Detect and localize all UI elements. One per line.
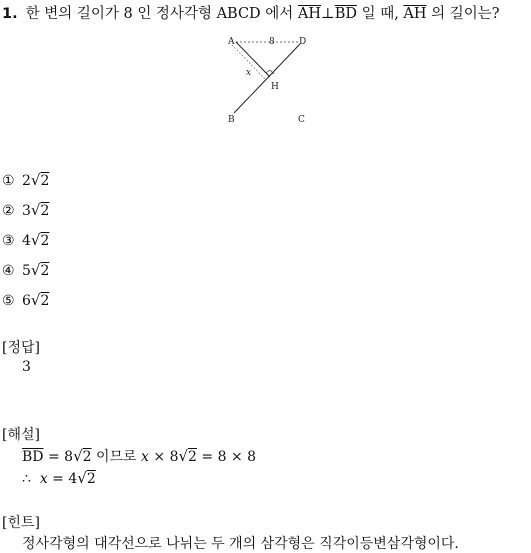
option-radicand: 2 (40, 263, 50, 279)
hint-text: 정사각형의 대각선으로 나뉘는 두 개의 삼각형은 직각이등변삼각형이다. (22, 536, 459, 552)
hint-label: [힌트] (2, 515, 40, 531)
sqrt-icon: √2 (30, 291, 50, 309)
option-mark: ③ (2, 233, 15, 249)
question-text-mid: 일 때, (356, 6, 404, 22)
segment-bd: $\overline{BD}$ (334, 6, 357, 22)
sqrt-icon: √2 (30, 171, 50, 189)
label-side: 8 (269, 37, 275, 47)
explanation-line-1 (22, 446, 256, 466)
option-coef: 6 (22, 293, 31, 309)
option-mark: ① (2, 173, 15, 189)
explanation-line-2 (22, 469, 96, 487)
question-text-suffix: 의 길이는? (426, 6, 500, 22)
sqrt-icon: √2 (73, 447, 92, 465)
segment-ah-line (236, 42, 270, 77)
expr-part: = 8 (43, 449, 74, 465)
question-text-prefix: 한 변의 길이가 8 인 정사각형 ABCD 에서 (25, 6, 298, 22)
label-c: C (298, 115, 305, 125)
square-figure (222, 32, 322, 127)
option-radicand: 2 (40, 173, 50, 189)
option-2[interactable] (2, 201, 49, 219)
label-h: H (271, 82, 279, 92)
radicand: 2 (86, 471, 96, 487)
answer-label: [정답] (2, 340, 40, 356)
answer-value: 3 (22, 359, 31, 375)
option-radicand: 2 (40, 233, 50, 249)
option-3[interactable] (2, 231, 49, 249)
option-5[interactable] (2, 291, 49, 309)
var-x: x (39, 471, 48, 487)
expr-text: 이므로 (91, 449, 142, 465)
explanation-label: [해설] (2, 427, 40, 443)
option-mark: ② (2, 203, 15, 219)
option-radicand: 2 (40, 203, 50, 219)
expr-part: × 8 (148, 449, 179, 465)
question-number: 1. (2, 6, 18, 22)
option-coef: 2 (22, 173, 31, 189)
option-coef: 5 (22, 263, 31, 279)
therefore-symbol: ∴ (22, 471, 31, 487)
option-mark: ④ (2, 263, 15, 279)
option-coef: 3 (22, 203, 31, 219)
sqrt-icon: √2 (30, 231, 50, 249)
expr-part: = 4 (47, 471, 78, 487)
option-4[interactable] (2, 261, 49, 279)
option-mark: ⑤ (2, 293, 15, 309)
segment-ah: $\overline{AH}$ (297, 6, 322, 22)
question-line (2, 2, 500, 23)
sqrt-icon: √2 (30, 201, 50, 219)
var-x: x (141, 449, 149, 465)
option-1[interactable] (2, 171, 49, 189)
perp-symbol: ⊥ (321, 6, 335, 22)
sqrt-icon: √2 (30, 261, 50, 279)
radicand: 2 (82, 449, 92, 465)
radicand: 2 (188, 449, 197, 465)
segment-ah-2: $\overline{AH}$ (403, 6, 427, 22)
label-a: A (228, 37, 235, 47)
segment-bd: $\overline{BD}$ (22, 449, 44, 465)
option-radicand: 2 (40, 293, 50, 309)
label-x: x (246, 68, 252, 78)
sqrt-icon: √2 (178, 447, 197, 465)
label-b: B (228, 115, 235, 125)
sqrt-icon: √2 (77, 469, 96, 487)
option-coef: 4 (22, 233, 31, 249)
expr-part: = 8 × 8 (196, 449, 257, 465)
label-d: D (299, 37, 307, 47)
diagonal-bd (234, 44, 300, 113)
